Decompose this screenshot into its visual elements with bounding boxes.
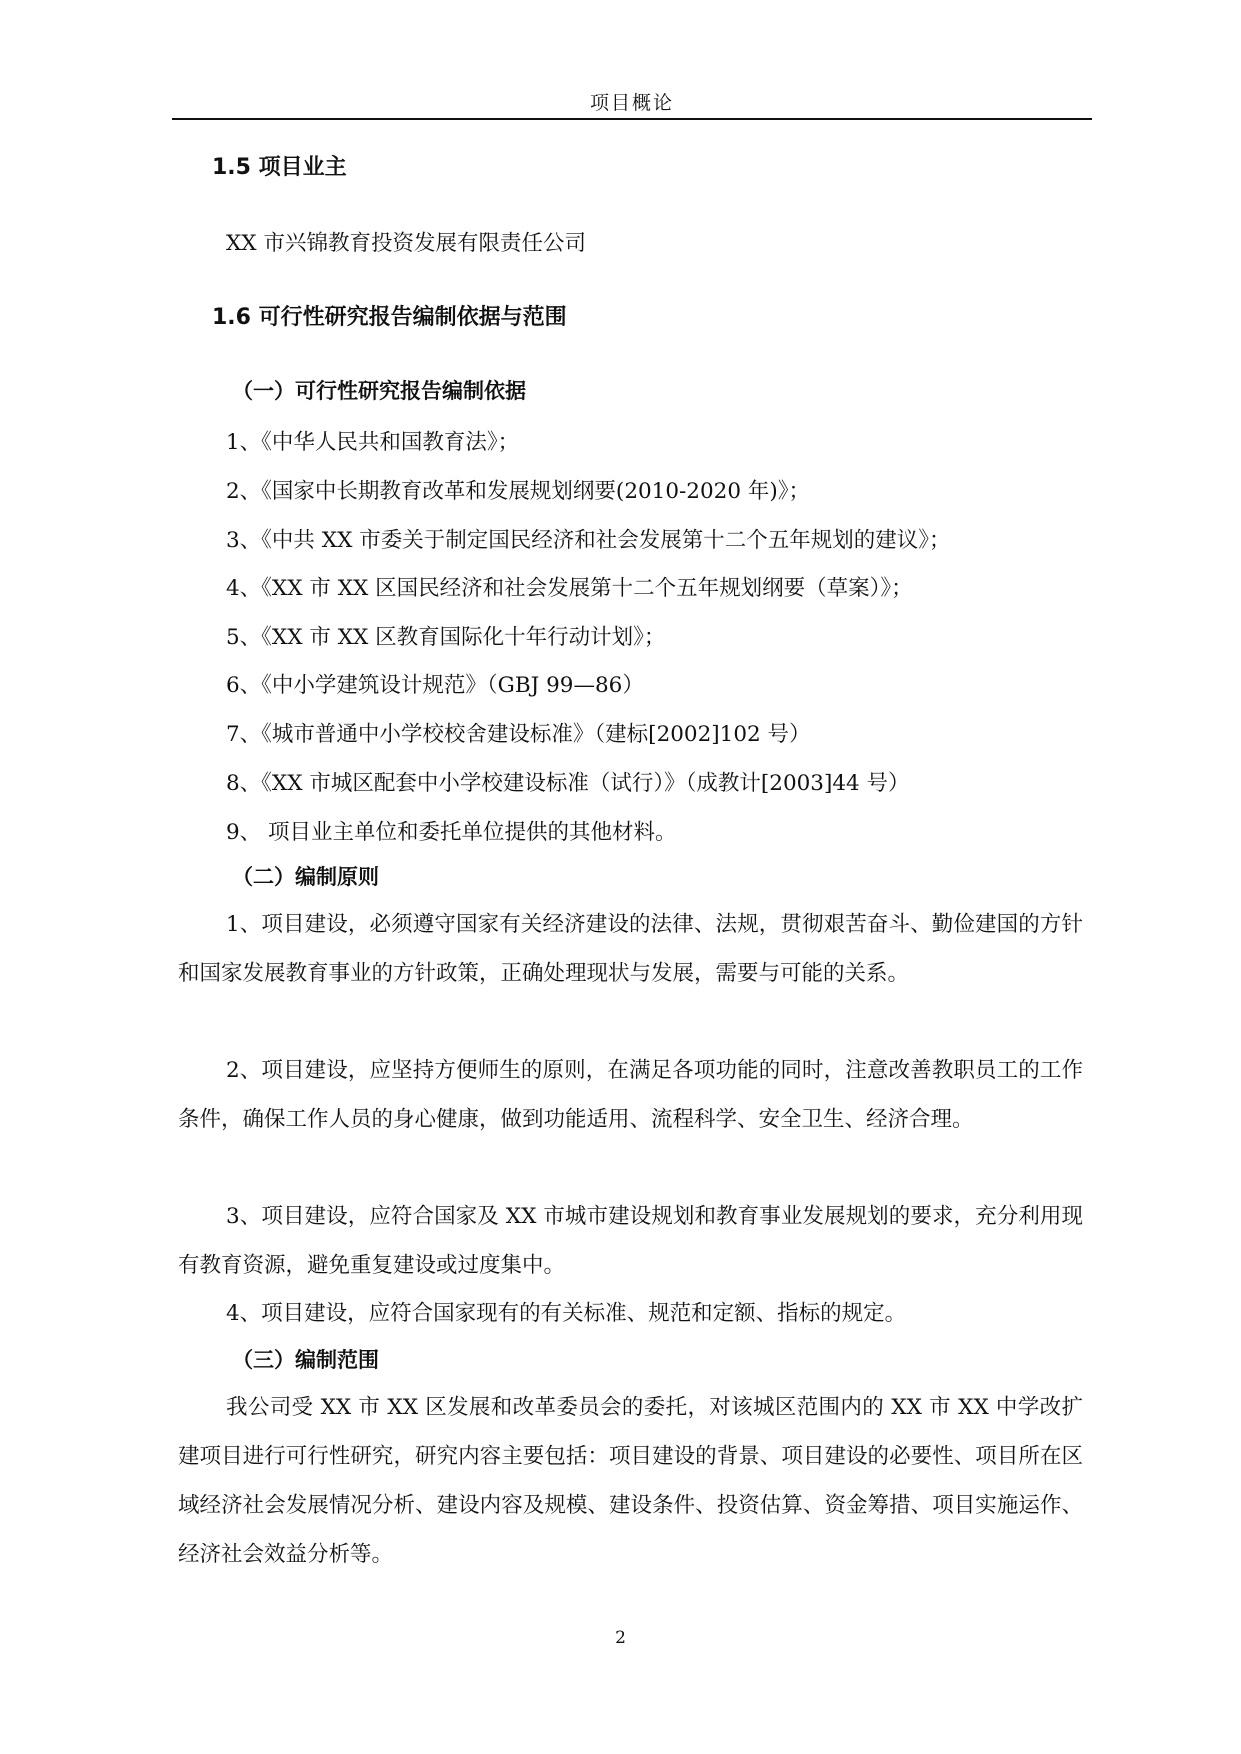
- header-divider: [172, 118, 1092, 120]
- principles-subheading: （二）编制原则: [232, 865, 379, 889]
- principle-paragraph: 1、项目建设，必须遵守国家有关经济建设的法律、法规，贯彻艰苦奋斗、勤俭建国的方针和国家发展教育事业的方针政策，正确处理现状与发展，需要与可能的关系。: [178, 912, 1083, 986]
- scope-paragraph: 我公司受 XX 市 XX 区发展和改革委员会的委托，对该城区范围内的 XX 市 XX 中学改扩建项目进行可行性研究，研究内容主要包括：项目建设的背景、项目建设的必要性、项目所在区域经济社会发展情况分析、建设内容及规模、建设条件、投资估算、资金筹措、项目实施运作、经济社会效益分析等。: [178, 1395, 1083, 1567]
- basis-subheading: （一）可行性研究报告编制依据: [232, 379, 526, 403]
- page-number: 2: [615, 1628, 626, 1648]
- principle-paragraph: 4、项目建设，应符合国家现有的有关标准、规范和定额、指标的规定。: [226, 1301, 907, 1326]
- basis-item: 9、 项目业主单位和委托单位提供的其他材料。: [226, 820, 677, 845]
- page-header-title: 项目概论: [589, 92, 674, 114]
- scope-subheading: （三）编制范围: [232, 1348, 379, 1372]
- basis-item: 5、《XX 市 XX 区教育国际化十年行动计划》；: [226, 625, 666, 650]
- project-owner-text: XX 市兴锦教育投资发展有限责任公司: [226, 231, 586, 256]
- basis-item: 4、《XX 市 XX 区国民经济和社会发展第十二个五年规划纲要（草案）》；: [226, 576, 913, 601]
- section-1-5-heading: 1.5 项目业主: [212, 155, 347, 180]
- basis-item: 2、《国家中长期教育改革和发展规划纲要(2010-2020 年)》；: [226, 479, 810, 504]
- basis-item: 1、《中华人民共和国教育法》；: [226, 430, 520, 455]
- section-1-6-heading: 1.6 可行性研究报告编制依据与范围: [212, 305, 567, 330]
- basis-item: 6、《中小学建筑设计规范》（GBJ 99—86）: [226, 673, 644, 698]
- basis-item: 7、《城市普通中小学校校舍建设标准》（建标[2002]102 号）: [226, 722, 811, 747]
- basis-item: 3、《中共 XX 市委关于制定国民经济和社会发展第十二个五年规划的建议》；: [226, 528, 951, 553]
- principle-paragraph: 2、项目建设，应坚持方便师生的原则，在满足各项功能的同时，注意改善教职员工的工作条件，确保工作人员的身心健康，做到功能适用、流程科学、安全卫生、经济合理。: [178, 1058, 1083, 1132]
- principle-paragraph: 3、项目建设，应符合国家及 XX 市城市建设规划和教育事业发展规划的要求，充分利用现有教育资源，避免重复建设或过度集中。: [178, 1204, 1083, 1278]
- basis-item: 8、《XX 市城区配套中小学校建设标准（试行）》（成教计[2003]44 号）: [226, 771, 910, 796]
